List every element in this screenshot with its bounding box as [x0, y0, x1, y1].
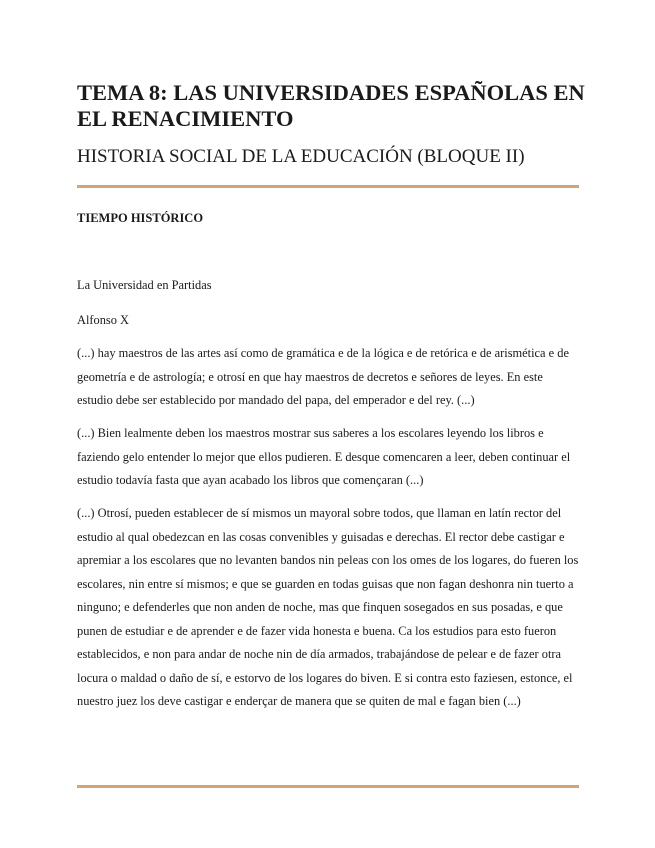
quote-paragraph: (...) Bien lealmente deben los maestros mostrar sus saberes a los escolares leyendo los libros e faziendo gelo entender lo mejor que ellos pudieren. E desque comencaren a leer, deben continuar el estudio todavía fasta que ayan acabado los libros que començaran (...) [77, 426, 571, 487]
bottom-divider [77, 785, 579, 788]
document-title: TEMA 8: LAS UNIVERSIDADES ESPAÑOLAS EN EL RENACIMIENTO [77, 80, 585, 131]
source-title: La Universidad en Partidas [77, 278, 212, 292]
quote-paragraph: (...) hay maestros de las artes así como de gramática e de la lógica e de retórica e de arismética e de geometría e de astrología; e otrosí en que hay maestros de decretos e señores de leyes. En este estudio debe ser establecido por mandado del papa, del emperador e del rey. (...) [77, 346, 569, 407]
section-heading: TIEMPO HISTÓRICO [77, 211, 204, 225]
top-divider [77, 185, 579, 188]
quote-paragraph: (...) Otrosí, pueden establecer de sí mismos un mayoral sobre todos, que llaman en latín rector del estudio al qual obedezcan en las cosas convenibles y guisadas e derechas. El rector debe castigar e apremiar a los escolares que no levanten bandos nin peleas con los omes de los logares, do fueren los escolares, nin entre sí mismos; e que se guarden en todas guisas que non fagan deshonra nin tuerto a ninguno; e defenderles que non anden de noche, mas que finquen sosegados en sus posadas, e que punen de estudiar e de aprender e de fazer vida honesta e buena. Ca los estudios para esto fueron establecidos, e non para andar de noche nin de día armados, trabajándose de pelear e de fazer otra locura o maldad o daño de sí, e estorvo de los logares do biven. E si contra esto faziesen, estonce, el nuestro juez los deve castigar e enderçar de manera que se quiten de mal e fagan bien (...) [77, 506, 579, 708]
source-author: Alfonso X [77, 313, 129, 327]
document-subtitle: HISTORIA SOCIAL DE LA EDUCACIÓN (BLOQUE II) [77, 146, 525, 167]
